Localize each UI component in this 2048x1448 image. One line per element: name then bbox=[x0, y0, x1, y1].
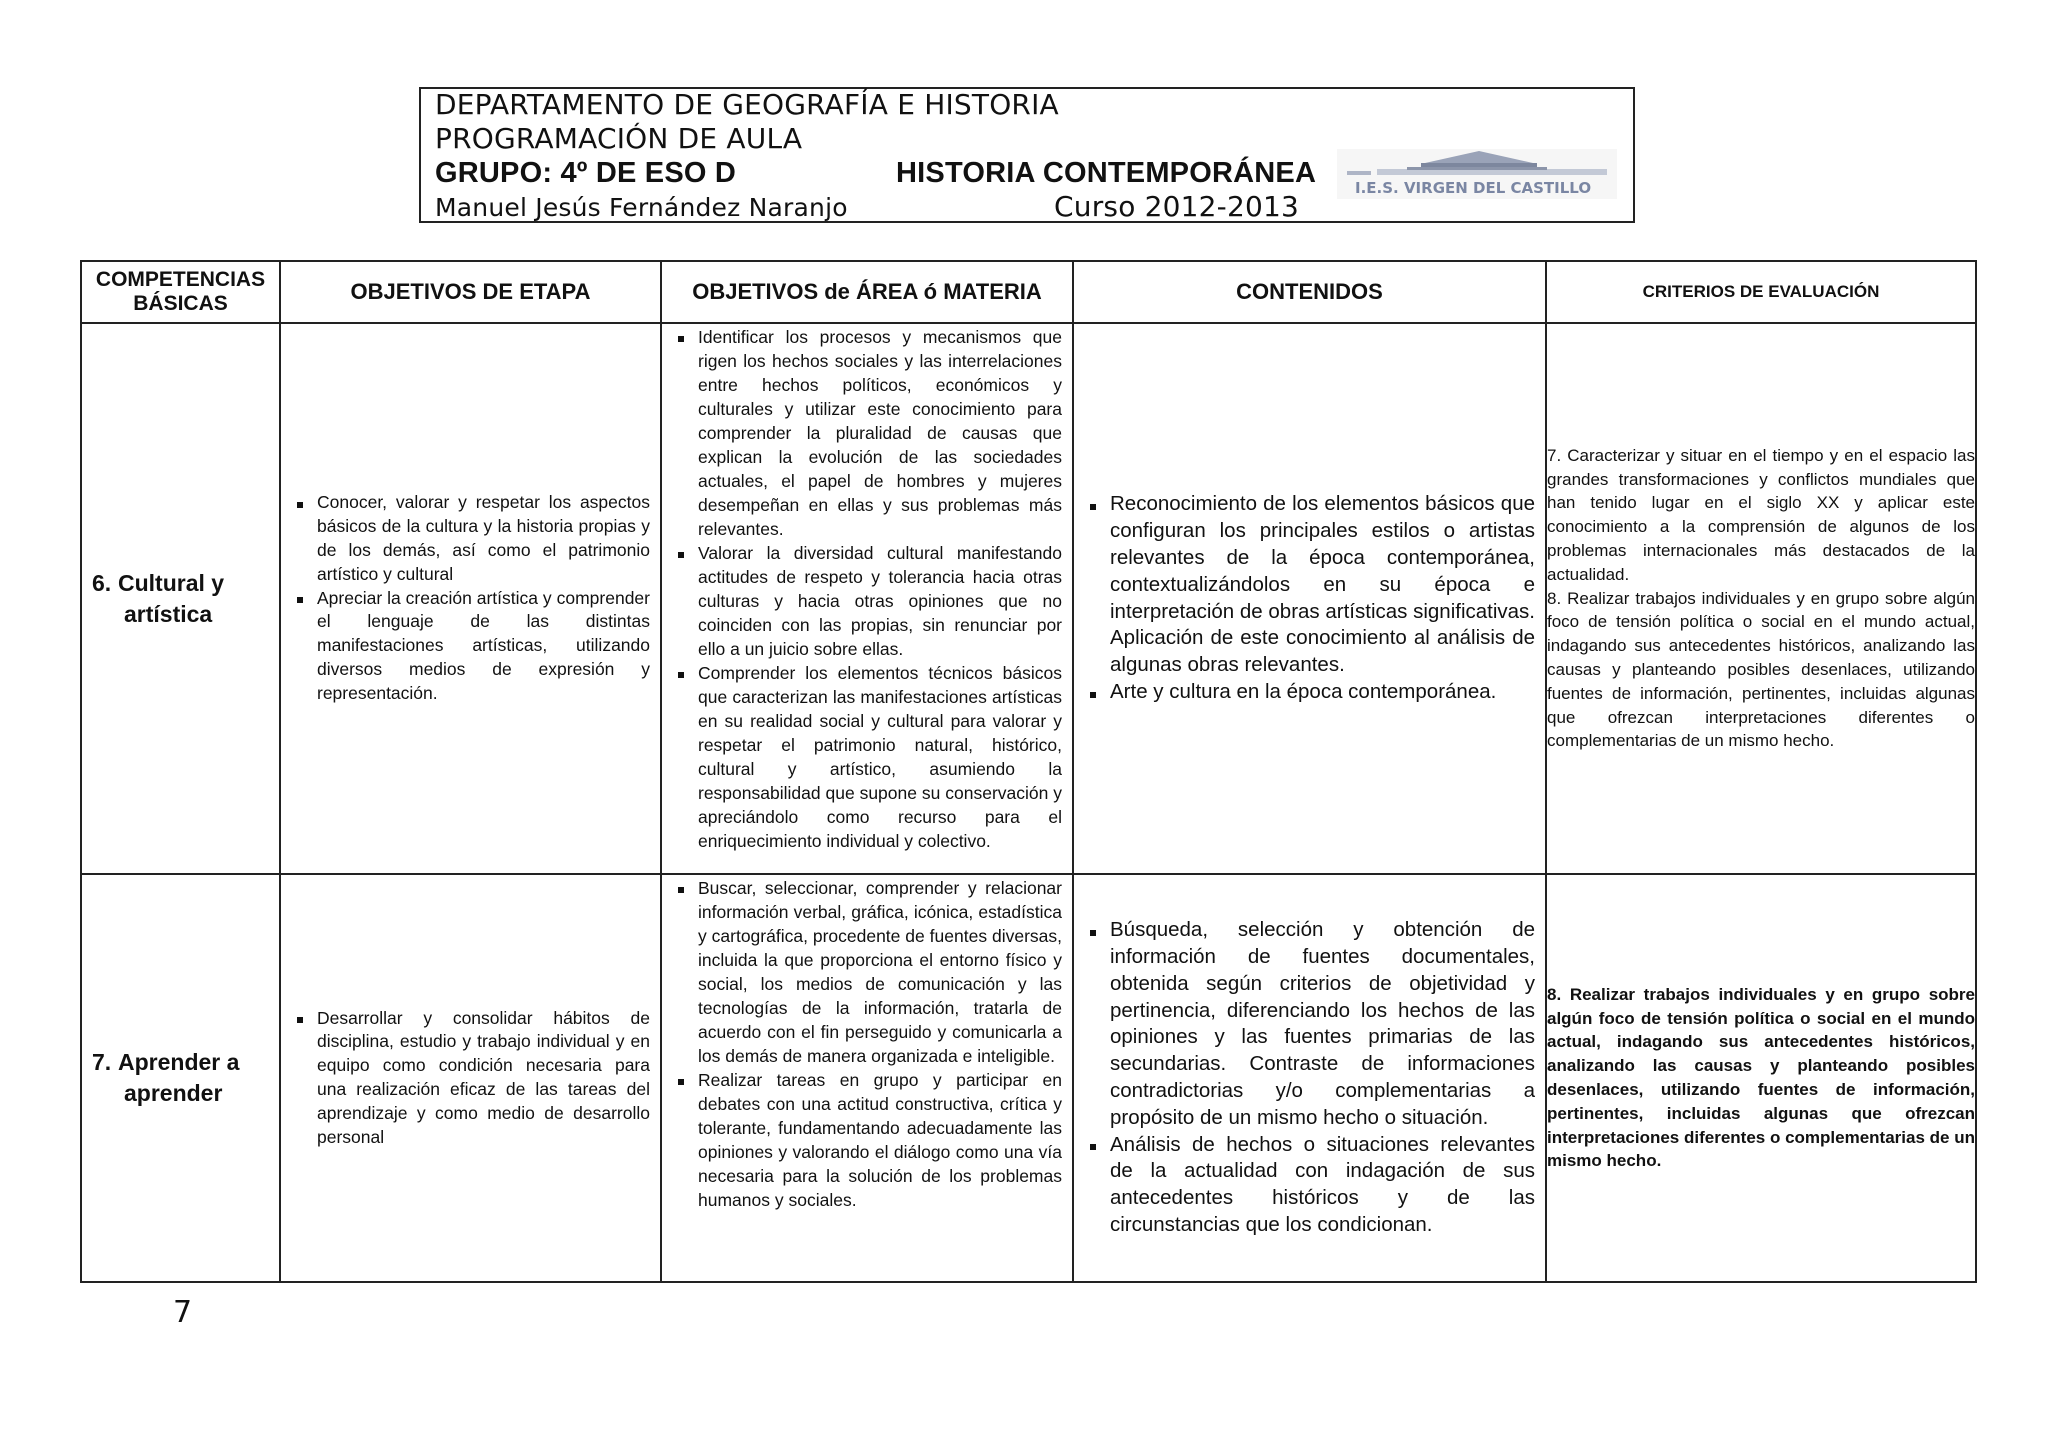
department-title: DEPARTAMENTO DE GEOGRAFÍA E HISTORIA bbox=[435, 88, 1059, 121]
list-item: Conocer, valorar y respetar los aspectos básicos de la cultura y la historia propias y de los demás, así como el patrimonio artístico y cultural bbox=[295, 491, 650, 586]
course-year: Curso 2012-2013 bbox=[1054, 190, 1300, 223]
header-criterios: CRITERIOS DE EVALUACIÓN bbox=[1546, 261, 1976, 323]
page-number: 7 bbox=[173, 1295, 193, 1330]
objetivos-area-cell bbox=[661, 323, 1073, 874]
list-item: Búsqueda, selección y obtención de información de fuentes documentales, obtenida según criterios de objetividad y pertinencia, diferenciando los hechos de las opiniones y las fuentes primarias de las secundarias. Contraste de informaciones contradictorias y/o complementarias a propósito de un mismo hecho o situación. bbox=[1088, 917, 1535, 1131]
list-item: Identificar los procesos y mecanismos que rigen los hechos sociales y las interrelaciones entre hechos políticos, económicos y culturales y utilizar este conocimiento para comprender la pluralidad de causas que explican la evolución de las sociedades actuales, el papel de hombres y mujeres desempeñan en ellas y sus problemas más relevantes. bbox=[676, 325, 1062, 541]
header-objetivos-area: OBJETIVOS de ÁREA ó MATERIA bbox=[661, 261, 1073, 323]
contenidos-cell bbox=[1073, 323, 1546, 874]
competencia-number: 7. bbox=[92, 1049, 112, 1075]
header-objetivos-etapa: OBJETIVOS DE ETAPA bbox=[280, 261, 661, 323]
table-row bbox=[81, 323, 1976, 874]
competencia-name-line2: artística bbox=[124, 600, 213, 627]
list-item: Valorar la diversidad cultural manifestando actitudes de respeto y tolerancia hacia otras culturas y hacia otras opiniones que no coinciden con las propias, sin renunciar por ello a un juicio sobre ellas. bbox=[676, 541, 1062, 661]
competencia-number: 6. bbox=[92, 569, 112, 596]
criterio-text: 8. Realizar trabajos individuales y en grupo sobre algún foco de tensión política o social en el mundo actual, indagando sus antecedentes históricos, analizando las causas y planteando posibles desenlaces, utilizando fuentes de información, pertinentes, incluidas algunas que ofrezcan interpretaciones diferentes o complementarias de un mismo hecho. bbox=[1547, 984, 1975, 1171]
table-row bbox=[81, 874, 1976, 1282]
objetivos-area-cell bbox=[661, 874, 1073, 1282]
subject-label: HISTORIA CONTEMPORÁNEA bbox=[896, 157, 1317, 189]
criterios-cell bbox=[1546, 874, 1976, 1282]
list-item: Reconocimiento de los elementos básicos que configuran los principales estilos o artistas relevantes de la época contemporánea, contextualizándolos en su época e interpretación de obras artísticas significativas. Aplicación de este conocimiento al análisis de algunas obras relevantes. bbox=[1088, 491, 1535, 679]
programming-table bbox=[80, 260, 1977, 1283]
objetivos-etapa-cell bbox=[280, 874, 661, 1282]
list-item: Realizar tareas en grupo y participar en debates con una actitud constructiva, crítica y tolerante, fundamentando adecuadamente las opiniones y valorando el diálogo como una vía necesaria para la solución de los problemas humanos y sociales. bbox=[676, 1068, 1062, 1212]
document-header bbox=[419, 87, 1635, 223]
header-competencias: COMPETENCIAS BÁSICAS bbox=[81, 261, 280, 323]
school-logo bbox=[1337, 149, 1617, 199]
criterio-text: 7. Caracterizar y situar en el tiempo y en el espacio las grandes transformaciones y conflictos mundiales que han tenido lugar en el siglo XX y aplicar este conocimiento a la comprensión de algunos de los problemas internacionales más destacados de la actualidad. bbox=[1547, 445, 1975, 584]
list-item: Apreciar la creación artística y comprender el lenguaje de las distintas manifestaciones artísticas, utilizando diversos medios de expresión y representación. bbox=[295, 587, 650, 706]
list-item: Arte y cultura en la época contemporánea. bbox=[1088, 679, 1535, 706]
header-contenidos: CONTENIDOS bbox=[1073, 261, 1546, 323]
list-item: Desarrollar y consolidar hábitos de disciplina, estudio y trabajo individual y en equipo como condición necesaria para una realización eficaz de las tareas del aprendizaje y como medio de desarrollo personal bbox=[295, 1007, 650, 1150]
criterio-text: 8. Realizar trabajos individuales y en grupo sobre algún foco de tensión política o social en el mundo actual, indagando sus antecedentes históricos, analizando las causas y planteando posibles desenlaces, utilizando fuentes de información, pertinentes, incluidas algunas que ofrezcan interpretaciones diferentes o complementarias de un mismo hecho. bbox=[1547, 588, 1975, 751]
school-logo-text: I.E.S. VIRGEN DEL CASTILLO bbox=[1355, 179, 1592, 197]
group-label: GRUPO: 4º DE ESO D bbox=[435, 157, 737, 189]
table-header-row bbox=[81, 261, 1976, 323]
criterios-cell bbox=[1546, 323, 1976, 874]
contenidos-cell bbox=[1073, 874, 1546, 1282]
author-name: Manuel Jesús Fernández Naranjo bbox=[435, 193, 848, 222]
competencia-cell bbox=[81, 323, 280, 874]
list-item: Análisis de hechos o situaciones relevantes de la actualidad con indagación de sus antecedentes históricos y de las circunstancias que los condicionan. bbox=[1088, 1132, 1535, 1239]
competencia-name: Cultural y bbox=[118, 569, 225, 596]
competencia-name-line2: aprender bbox=[124, 1080, 223, 1106]
competencia-cell bbox=[81, 874, 280, 1282]
objetivos-etapa-cell bbox=[280, 323, 661, 874]
program-title: PROGRAMACIÓN DE AULA bbox=[435, 122, 803, 155]
list-item: Buscar, seleccionar, comprender y relacionar información verbal, gráfica, icónica, estadística y cartográfica, procedente de fuentes diversas, incluida la que proporciona el entorno físico y social, los medios de comunicación y las tecnologías de la información, tratarla de acuerdo con el fin perseguido y comunicarla a los demás de manera organizada e inteligible. bbox=[676, 876, 1062, 1068]
list-item: Comprender los elementos técnicos básicos que caracterizan las manifestaciones artísticas en su realidad social y cultural para valorar y respetar el patrimonio natural, histórico, cultural y artístico, asumiendo la responsabilidad que supone su conservación y apreciándolo como recurso para el enriquecimiento individual y colectivo. bbox=[676, 661, 1062, 853]
competencia-name: Aprender a bbox=[118, 1049, 240, 1075]
